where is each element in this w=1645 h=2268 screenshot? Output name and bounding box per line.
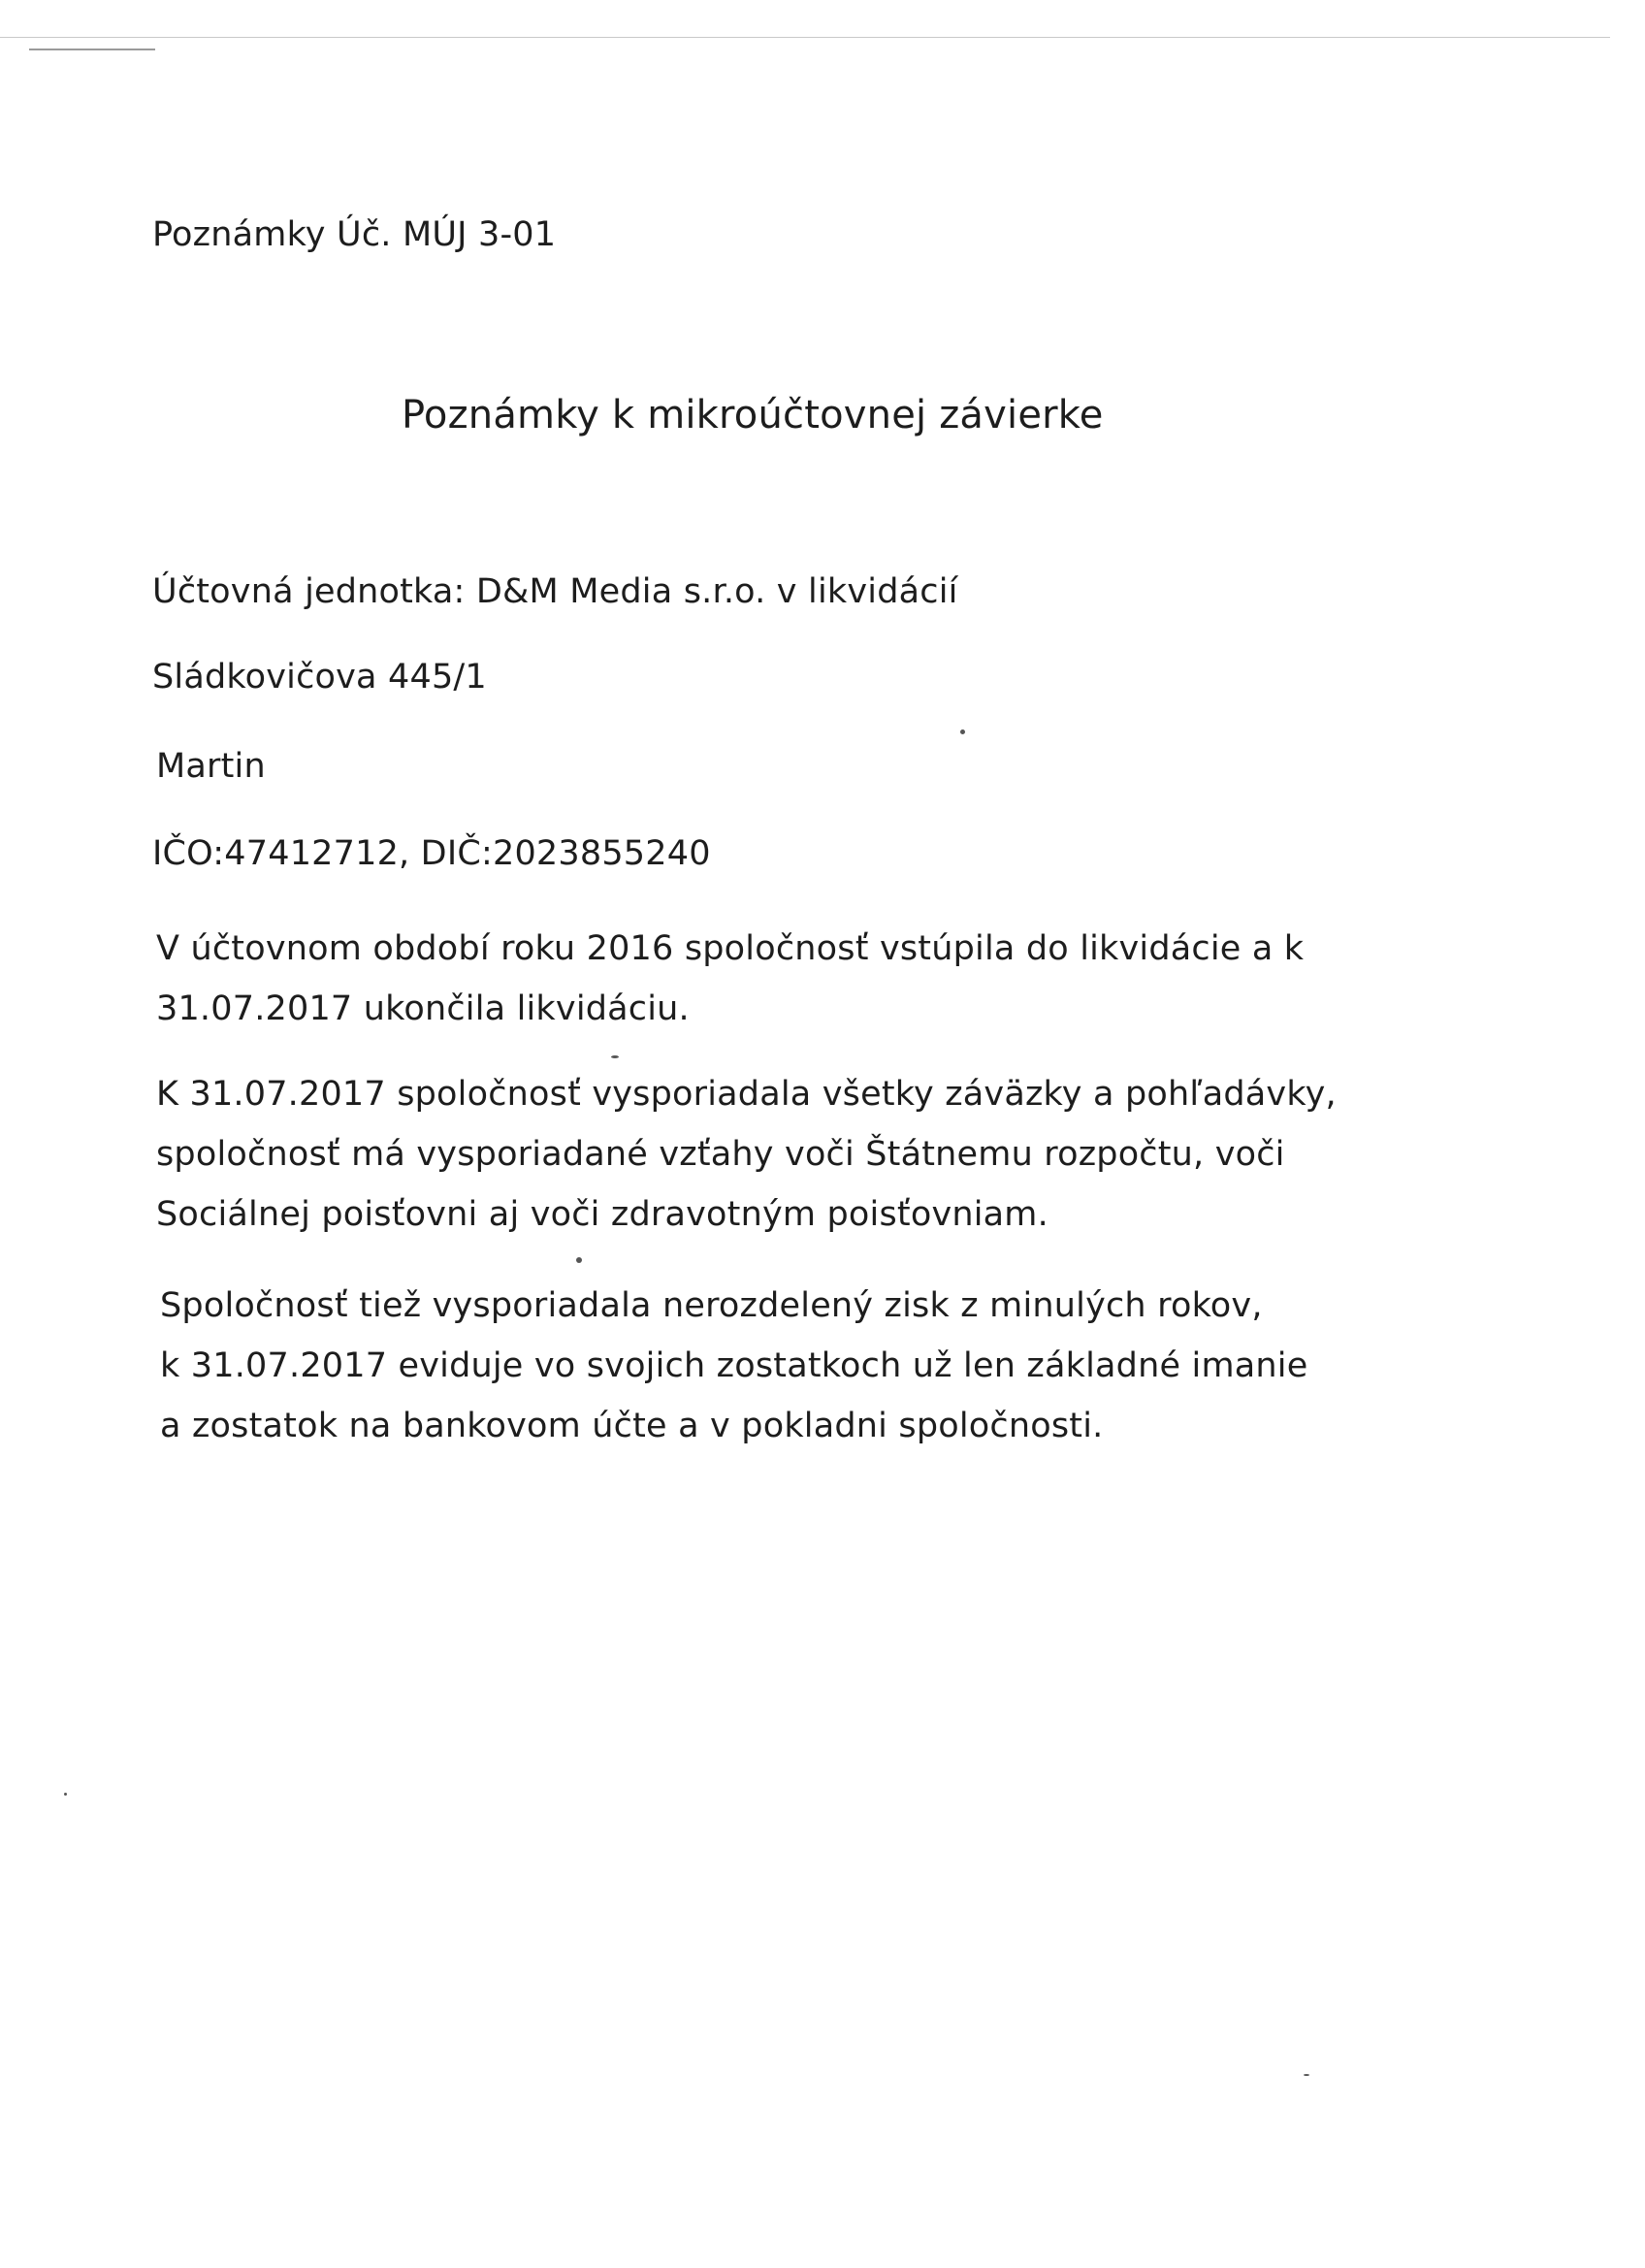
paragraph-settlement (156, 1064, 1337, 1245)
paragraph-line: Spoločnosť tiež vysporiadala nerozdelený zisk z minulých rokov, (160, 1286, 1263, 1325)
address-street: Sládkovičova 445/1 (152, 658, 487, 697)
paragraph-line: 31.07.2017 ukončila likvidáciu. (156, 989, 690, 1028)
paragraph-line: V účtovnom období roku 2016 spoločnosť vstúpila do likvidácie a k (156, 929, 1305, 968)
scan-speck (576, 1257, 582, 1263)
scan-speck (64, 1793, 67, 1796)
paragraph-retained-earnings (160, 1276, 1307, 1456)
accounting-entity-line: Účtovná jednotka: D&M Media s.r.o. v likvidácií (152, 572, 958, 611)
document-title: Poznámky k mikroúčtovnej závierke (402, 393, 1104, 437)
document-reference: Poznámky Úč. MÚJ 3-01 (152, 215, 557, 254)
scan-speck (611, 1055, 619, 1058)
paragraph-liquidation (156, 919, 1304, 1039)
address-city: Martin (156, 747, 266, 786)
scan-edge-line (0, 37, 1610, 38)
paragraph-line: spoločnosť má vysporiadané vzťahy voči Štátnemu rozpočtu, voči (156, 1135, 1285, 1174)
paragraph-line: K 31.07.2017 spoločnosť vysporiadala všetky záväzky a pohľadávky, (156, 1075, 1337, 1114)
paragraph-line: Sociálnej poisťovni aj voči zdravotným poisťovniam. (156, 1195, 1048, 1234)
paragraph-line: a zostatok na bankovom účte a v pokladni spoločnosti. (160, 1407, 1104, 1445)
scan-edge-mark (29, 49, 155, 50)
company-ids: IČO:47412712, DIČ:2023855240 (152, 834, 711, 873)
scan-speck (960, 729, 965, 734)
scan-speck (1304, 2074, 1309, 2076)
paragraph-line: k 31.07.2017 eviduje vo svojich zostatkoch už len základné imanie (160, 1346, 1308, 1385)
